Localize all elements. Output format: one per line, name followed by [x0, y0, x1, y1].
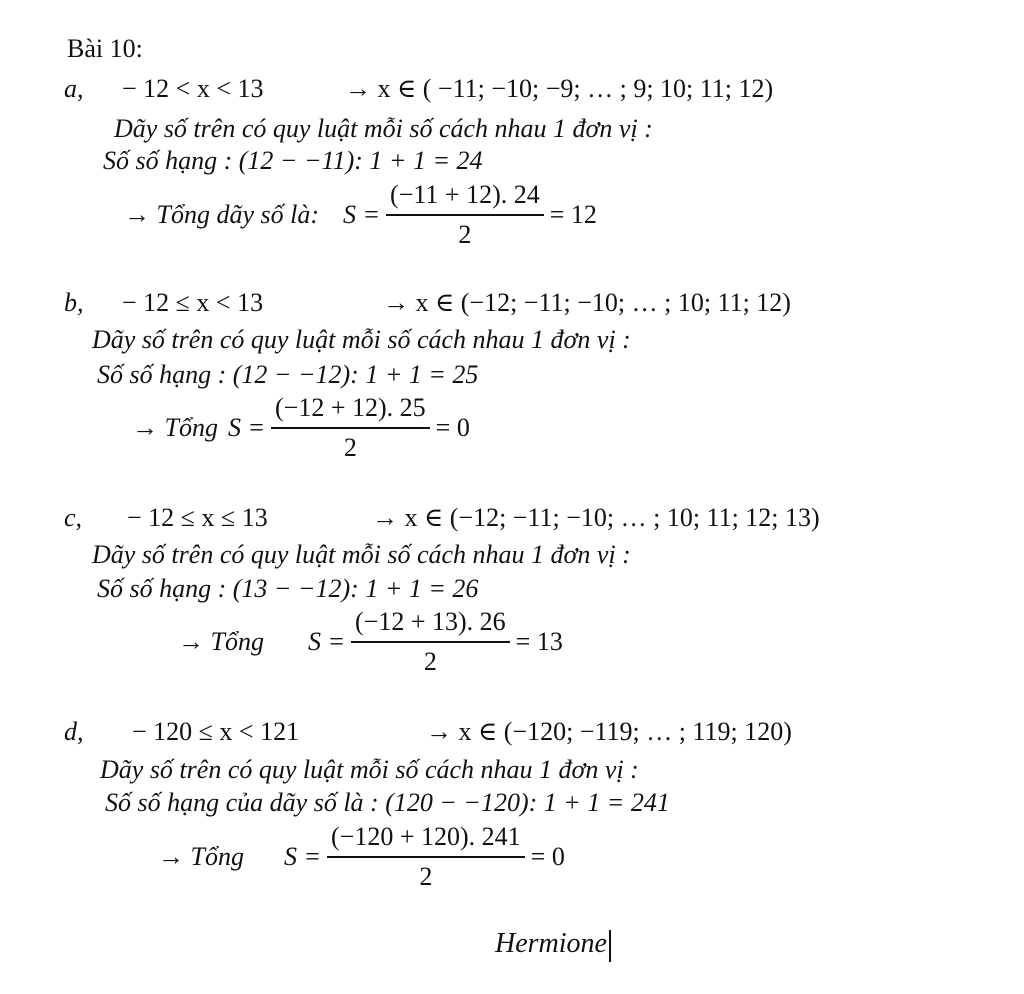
part-a-count: Số số hạng : (12 − −11): 1 + 1 = 24 — [103, 146, 483, 175]
part-a-sum — [124, 180, 597, 250]
part-b-sum-lhs: S = — [227, 413, 266, 442]
part-b-denominator: 2 — [343, 433, 357, 462]
part-a-sum-prefix: → Tổng dãy số là: — [124, 200, 319, 229]
part-d-fraction — [327, 822, 525, 892]
part-c-label: c, — [64, 503, 83, 532]
part-a-inequality: − 12 < x < 13 — [122, 74, 264, 103]
part-c-count: Số số hạng : (13 − −12): 1 + 1 = 26 — [97, 574, 479, 603]
part-d-count: Số số hạng của dãy số là : (120 − −120): 1 + 1 = 241 — [105, 788, 670, 817]
author-name: Hermione — [495, 928, 607, 959]
part-c-fraction — [351, 607, 510, 677]
part-b-numerator: (−12 + 12). 25 — [271, 393, 430, 429]
part-c-rule: Dãy số trên có quy luật mỗi số cách nhau 1 đơn vị : — [92, 540, 631, 569]
part-d-sum-lhs: S = — [283, 842, 322, 871]
part-a-result: = 12 — [549, 200, 597, 229]
part-c-set: → x ∈ (−12; −11; −10; … ; 10; 11; 12; 13) — [372, 503, 820, 532]
part-c-sum-prefix: → Tổng — [178, 627, 264, 656]
part-b-rule: Dãy số trên có quy luật mỗi số cách nhau 1 đơn vị : — [92, 325, 631, 354]
part-c-denominator: 2 — [423, 647, 437, 676]
part-a-denominator: 2 — [458, 220, 472, 249]
part-d-rule: Dãy số trên có quy luật mỗi số cách nhau 1 đơn vị : — [100, 755, 639, 784]
text-cursor — [609, 930, 611, 962]
part-d-sum-prefix: → Tổng — [158, 842, 244, 871]
part-d-numerator: (−120 + 120). 241 — [327, 822, 525, 858]
part-c-inequality: − 12 ≤ x ≤ 13 — [127, 503, 268, 532]
part-a-rule: Dãy số trên có quy luật mỗi số cách nhau 1 đơn vị : — [114, 114, 653, 143]
part-b-label: b, — [64, 288, 84, 317]
part-b-inequality: − 12 ≤ x < 13 — [122, 288, 264, 317]
part-a-fraction — [386, 180, 544, 250]
part-b-count: Số số hạng : (12 − −12): 1 + 1 = 25 — [97, 360, 479, 389]
part-c-sum-lhs: S = — [307, 627, 346, 656]
part-d-denominator: 2 — [419, 862, 433, 891]
part-b-sum-prefix: → Tổng — [132, 413, 218, 442]
author-signature — [495, 928, 611, 962]
part-d-sum — [158, 822, 565, 892]
part-a-set: → x ∈ ( −11; −10; −9; … ; 9; 10; 11; 12) — [345, 74, 774, 103]
part-d-label: d, — [64, 717, 84, 746]
part-a-sum-lhs: S = — [343, 200, 381, 229]
exercise-title: Bài 10: — [67, 34, 143, 63]
part-b-sum — [132, 393, 470, 463]
part-c-sum — [178, 607, 563, 677]
part-b-fraction — [271, 393, 430, 463]
part-d-inequality: − 120 ≤ x < 121 — [132, 717, 300, 746]
part-b-result: = 0 — [435, 413, 470, 442]
part-c-numerator: (−12 + 13). 26 — [351, 607, 510, 643]
part-d-result: = 0 — [530, 842, 565, 871]
part-d-set: → x ∈ (−120; −119; … ; 119; 120) — [426, 717, 792, 746]
part-a-numerator: (−11 + 12). 24 — [386, 180, 544, 216]
part-a-label: a, — [64, 74, 84, 103]
part-c-result: = 13 — [515, 627, 563, 656]
part-b-set: → x ∈ (−12; −11; −10; … ; 10; 11; 12) — [383, 288, 791, 317]
